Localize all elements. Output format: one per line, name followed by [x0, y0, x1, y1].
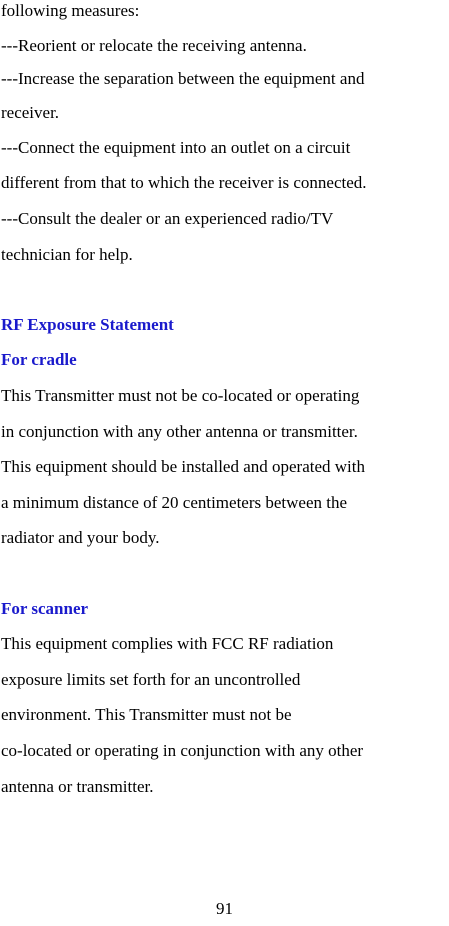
cradle-text-line: in conjunction with any other antenna or transmitter.: [1, 422, 358, 441]
measures-line: ---Consult the dealer or an experienced radio/TV: [1, 209, 334, 228]
scanner-text-line: This equipment complies with FCC RF radiation: [1, 634, 334, 653]
measures-line: receiver.: [1, 103, 60, 122]
scanner-text-line: environment. This Transmitter must not be: [1, 705, 292, 724]
cradle-text-line: a minimum distance of 20 centimeters between the: [1, 493, 348, 512]
rf-exposure-heading: RF Exposure Statement: [1, 315, 174, 334]
scanner-text-line: antenna or transmitter.: [1, 777, 154, 796]
scanner-heading: For scanner: [1, 599, 89, 618]
cradle-text-line: radiator and your body.: [1, 528, 160, 547]
measures-line: ---Increase the separation between the equipment and: [1, 69, 365, 88]
scanner-text-line: exposure limits set forth for an uncontrolled: [1, 670, 301, 689]
measures-line: ---Connect the equipment into an outlet on a circuit: [1, 138, 351, 157]
page-number: 91: [216, 899, 233, 918]
scanner-text-line: co-located or operating in conjunction with any other: [1, 741, 364, 760]
measures-line: following measures:: [1, 1, 140, 20]
cradle-text-line: This equipment should be installed and operated with: [1, 457, 366, 476]
measures-line: ---Reorient or relocate the receiving antenna.: [1, 36, 307, 55]
measures-line: different from that to which the receiver is connected.: [1, 173, 367, 192]
cradle-heading: For cradle: [1, 350, 77, 369]
cradle-text-line: This Transmitter must not be co-located or operating: [1, 386, 360, 405]
measures-line: technician for help.: [1, 245, 133, 264]
